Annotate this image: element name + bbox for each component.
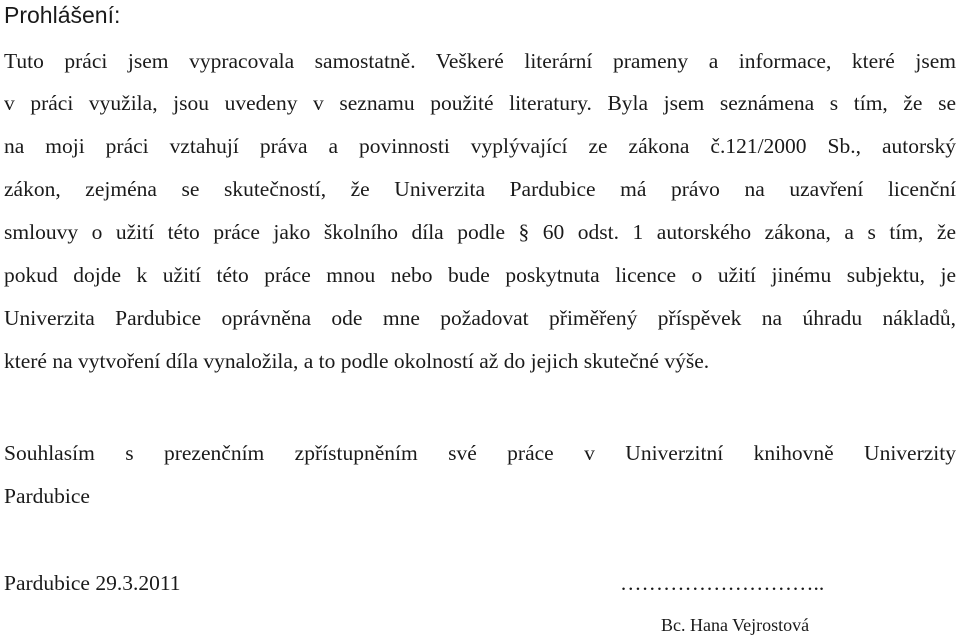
paragraph-line: v práci využila, jsou uvedeny v seznamu použité literatury. Byla jsem seznámena s tím, že se bbox=[4, 91, 956, 115]
paragraph-line: smlouvy o užití této práce jako školního díla podle § 60 odst. 1 autorského zákona, a s tím, že bbox=[4, 220, 956, 244]
paragraph-line: zákon, zejména se skutečností, že Univerzita Pardubice má právo na uzavření licenční bbox=[4, 177, 956, 201]
paragraph-line: které na vytvoření díla vynaložila, a to podle okolností až do jejich skutečné výše. bbox=[4, 349, 710, 373]
paragraph-line: Souhlasím s prezenčním zpřístupněním své práce v Univerzitní knihovně Univerzity bbox=[4, 441, 956, 465]
paragraph-line: Tuto práci jsem vypracovala samostatně. Veškeré literární prameny a informace, které jsem bbox=[4, 49, 956, 73]
signature-name: Bc. Hana Vejrostová bbox=[661, 615, 810, 635]
paragraph-line: pokud dojde k užití této práce mnou nebo bude poskytnuta licence o užití jinému subjektu, je bbox=[4, 263, 956, 287]
paragraph-line: na moji práci vztahují práva a povinnosti vyplývající ze zákona č.121/2000 Sb., autorský bbox=[4, 134, 956, 158]
signature-line: ……………………….. bbox=[620, 571, 825, 595]
page-title: Prohlášení: bbox=[4, 2, 121, 28]
paragraph-line: Univerzita Pardubice oprávněna ode mne požadovat přiměřený příspěvek na úhradu nákladů, bbox=[4, 306, 956, 330]
paragraph-line: Pardubice bbox=[4, 484, 90, 508]
place-date: Pardubice 29.3.2011 bbox=[4, 571, 181, 595]
